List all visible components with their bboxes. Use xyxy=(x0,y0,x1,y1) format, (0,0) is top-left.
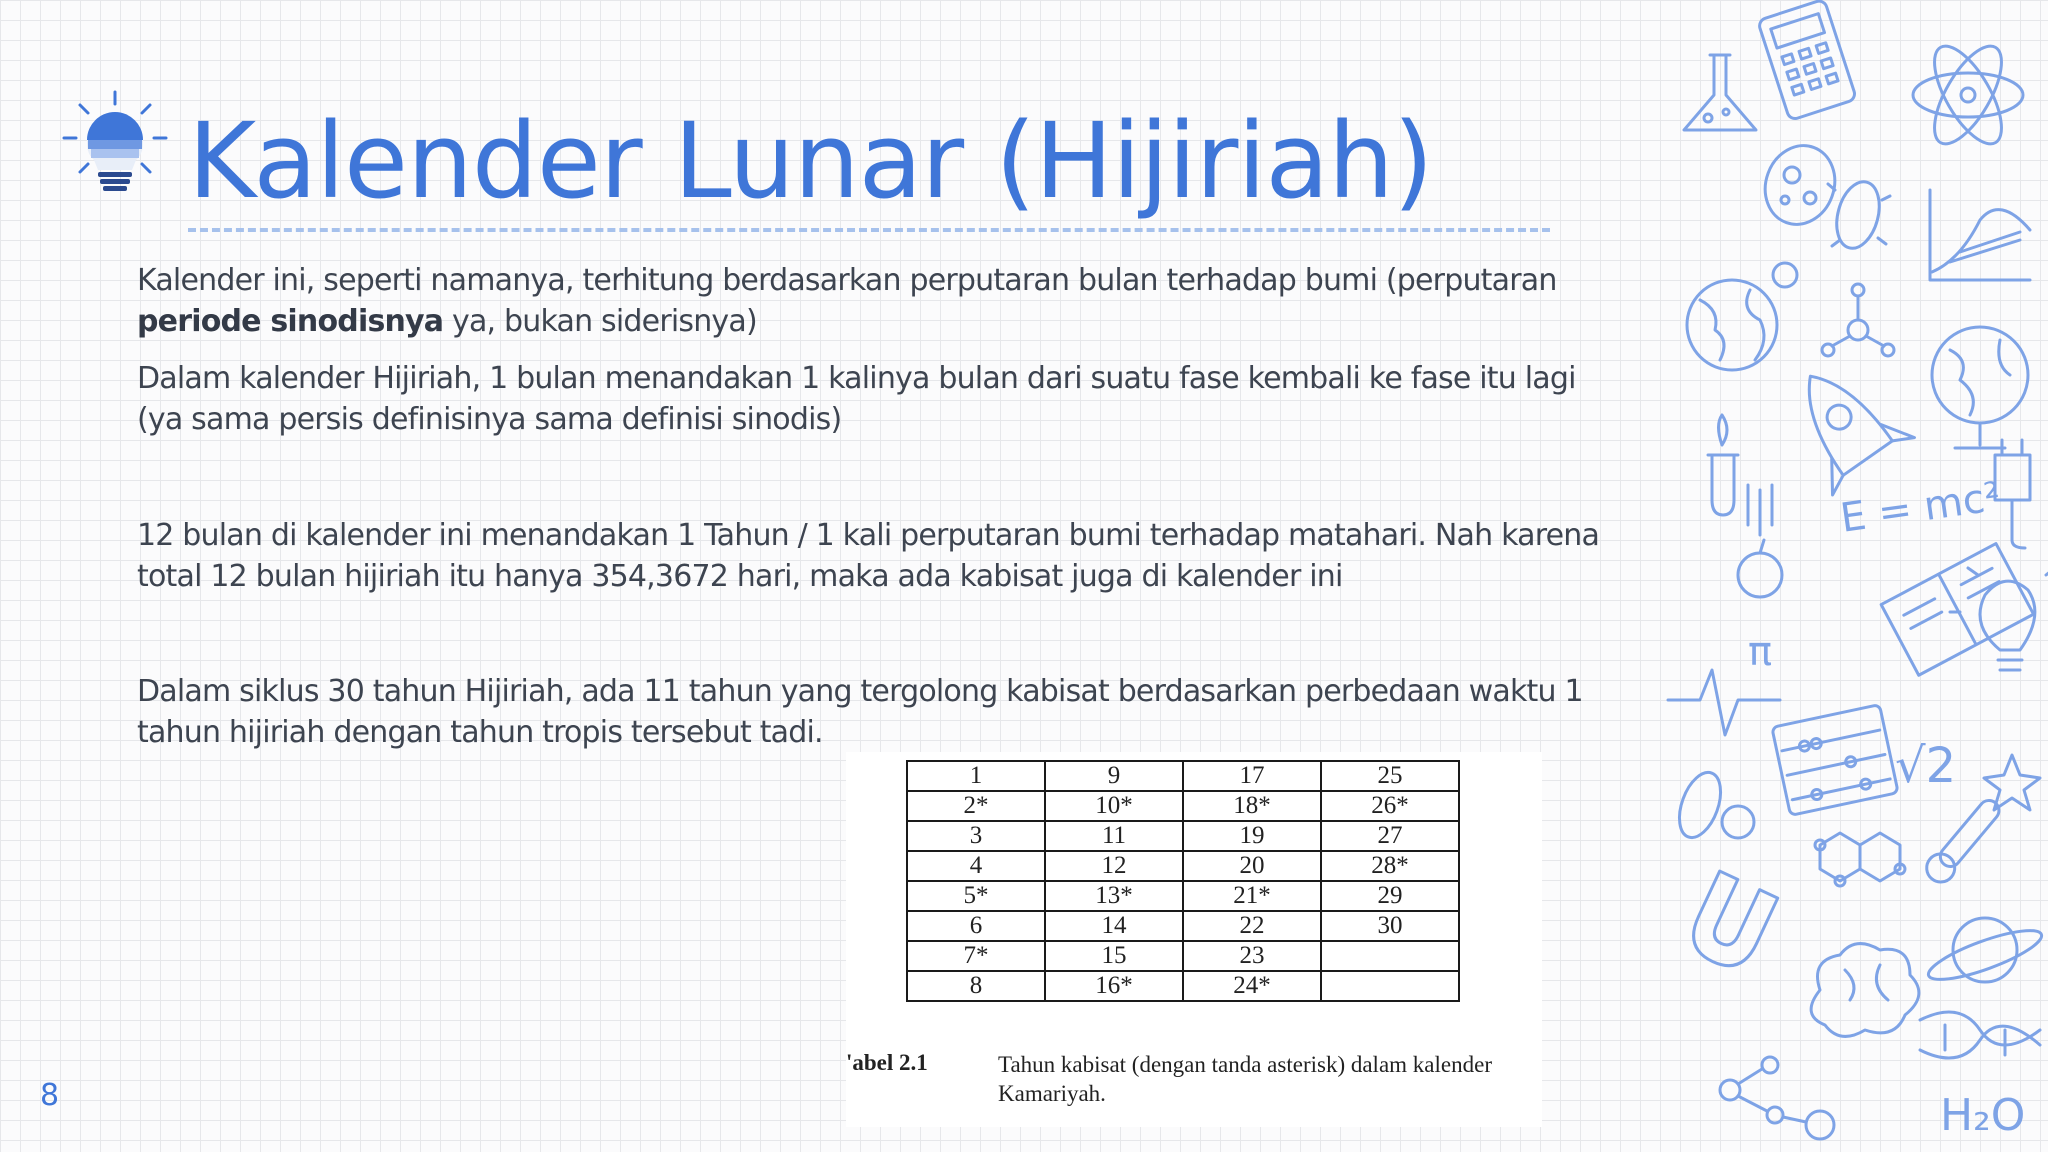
brain-icon xyxy=(1811,944,1919,1037)
table-cell: 20 xyxy=(1183,851,1321,881)
table-cell: 7* xyxy=(907,941,1045,971)
table-cell: 19 xyxy=(1183,821,1321,851)
table-cell: 15 xyxy=(1045,941,1183,971)
table-cell: 2* xyxy=(907,791,1045,821)
abacus-icon xyxy=(1772,705,1898,816)
pi-symbol: π xyxy=(1748,629,1773,675)
table-row xyxy=(907,971,1459,1001)
lightbulb-icon xyxy=(60,88,170,208)
table-cell: 8 xyxy=(907,971,1045,1001)
bacteria-icon xyxy=(1754,136,1845,234)
table-cell: 6 xyxy=(907,911,1045,941)
table-cell: 30 xyxy=(1321,911,1459,941)
bold-term: periode sinodisnya xyxy=(137,304,444,339)
table-cell: 21* xyxy=(1183,881,1321,911)
table-cell: 1 xyxy=(907,761,1045,791)
table-cell: 14 xyxy=(1045,911,1183,941)
table-cell: 29 xyxy=(1321,881,1459,911)
rocket-icon xyxy=(1769,347,1914,494)
leap-year-table xyxy=(906,760,1460,1002)
table-cell: 27 xyxy=(1321,821,1459,851)
title-divider xyxy=(188,228,1550,232)
page-number: 8 xyxy=(40,1078,60,1113)
table-cell xyxy=(1321,971,1459,1001)
test-tube-icon xyxy=(1708,415,1738,515)
table-cell: 17 xyxy=(1183,761,1321,791)
table-cell: 13* xyxy=(1045,881,1183,911)
planet-icon xyxy=(1924,918,2046,989)
magnet-icon xyxy=(1684,871,1778,975)
leap-year-table-figure xyxy=(846,752,1542,1127)
molecule-icon xyxy=(1822,284,1894,356)
table-row xyxy=(907,941,1459,971)
calculator-icon xyxy=(1758,0,1857,121)
table-cell: 18* xyxy=(1183,791,1321,821)
table-cell: 4 xyxy=(907,851,1045,881)
desk-globe-icon xyxy=(1932,327,2028,448)
science-doodles-decoration xyxy=(1660,0,2048,1152)
microbe-icon xyxy=(1828,177,1890,253)
dna-icon xyxy=(1920,1012,2040,1058)
globe-icon xyxy=(1687,263,1797,370)
table-cell: 25 xyxy=(1321,761,1459,791)
pill-icon xyxy=(1671,767,1754,843)
slide-title: Kalender Lunar (Hijiriah) xyxy=(188,100,1433,222)
open-book-icon xyxy=(1881,544,2033,676)
table-caption-text: Tahun kabisat (dengan tanda asterisk) dalam kalender Kamariyah. xyxy=(998,1052,1492,1106)
table-row xyxy=(907,911,1459,941)
atom-icon xyxy=(1913,36,2023,153)
table-cell: 28* xyxy=(1321,851,1459,881)
table-caption-label: 'abel 2.1 xyxy=(846,1050,928,1075)
table-row xyxy=(907,791,1459,821)
h2o-formula: H₂O xyxy=(1940,1090,2026,1141)
table-cell: 12 xyxy=(1045,851,1183,881)
table-cell: 10* xyxy=(1045,791,1183,821)
table-row xyxy=(907,761,1459,791)
paragraph-1: Kalender ini, seperti namanya, terhitung berdasarkan perputaran bulan terhadap bumi (perputaran periode sinodisnya ya, bukan siderisnya) xyxy=(137,263,1557,339)
paragraph-2: Dalam kalender Hijiriah, 1 bulan menandakan 1 kalinya bulan dari suatu fase kembali ke fase itu lagi (ya sama persis definisinya sama definisi sinodis) xyxy=(137,361,1576,437)
table-cell: 22 xyxy=(1183,911,1321,941)
flask-icon xyxy=(1684,55,1756,130)
table-cell xyxy=(1321,941,1459,971)
falling-apple-icon xyxy=(1738,485,1782,597)
table-cell: 9 xyxy=(1045,761,1183,791)
graph-icon xyxy=(1930,190,2030,280)
table-row xyxy=(907,821,1459,851)
heartbeat-icon xyxy=(1668,670,1780,735)
table-cell: 16* xyxy=(1045,971,1183,1001)
table-cell: 11 xyxy=(1045,821,1183,851)
emc2-formula: E = mc² xyxy=(1837,473,2004,542)
plug-icon xyxy=(1995,440,2030,548)
table-cell: 5* xyxy=(907,881,1045,911)
table-row xyxy=(907,881,1459,911)
table-row xyxy=(907,851,1459,881)
sqrt2-symbol: √2 xyxy=(1895,738,1957,794)
table-cell: 3 xyxy=(907,821,1045,851)
paragraph-3: 12 bulan di kalender ini menandakan 1 Tahun / 1 kali perputaran bumi terhadap matahari. Nah karena total 12 bulan hijiriah itu hanya 354,3672 hari, maka ada kabisat juga di kalender ini xyxy=(137,518,1600,594)
table-cell: 26* xyxy=(1321,791,1459,821)
table-cell: 23 xyxy=(1183,941,1321,971)
paragraph-4: Dalam siklus 30 tahun Hijiriah, ada 11 tahun yang tergolong kabisat berdasarkan perbedaan waktu 1 tahun hijiriah dengan tahun tropis tersebut tadi. xyxy=(137,674,1583,750)
table-cell: 24* xyxy=(1183,971,1321,1001)
hexagon-molecule-icon xyxy=(1815,833,1905,886)
molecule-bottom-icon xyxy=(1720,1057,1834,1139)
